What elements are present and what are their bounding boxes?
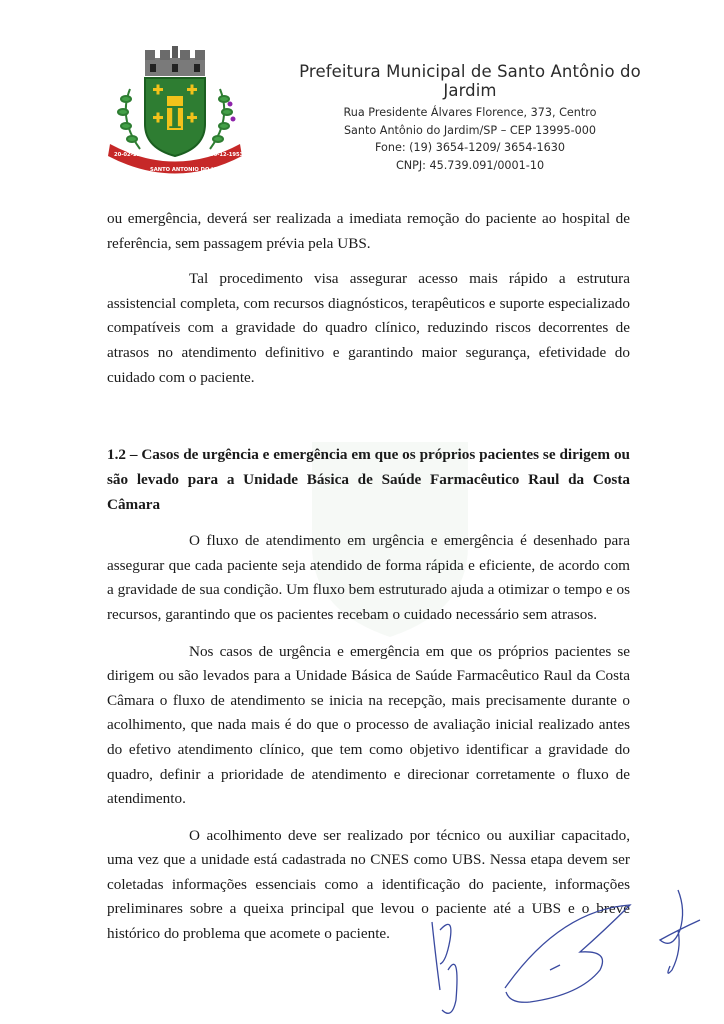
municipal-coat-of-arms xyxy=(100,44,250,184)
crown-icon xyxy=(145,46,205,76)
letterhead-city: Santo Antônio do Jardim/SP – CEP 13995-000 xyxy=(343,123,597,137)
letterhead-title: Prefeitura Municipal de Santo Antônio do Jardim xyxy=(299,62,641,100)
handwritten-signatures xyxy=(410,870,724,1020)
letterhead xyxy=(280,62,660,174)
paragraph-continuation: ou emergência, deverá ser realizada a imediata remoção do paciente ao hospital de referência, sem passagem prévia pela UBS. xyxy=(107,210,630,252)
paragraph-reception: O acolhimento deve ser realizado por técnico ou auxiliar capacitado, uma vez que a unidade está cadastrada no CNES como UBS. Nessa etapa devem ser coletadas informações essenciais como a identificação do paciente, informações preliminares sobre a queixa principal que levou o paciente até a UBS e o breve histórico do problema que acomete o paciente. xyxy=(107,826,630,943)
letterhead-phone: Fone: (19) 3654-1209/ 3654-1630 xyxy=(375,141,565,154)
document-body xyxy=(107,207,630,947)
paragraph-procedure: Tal procedimento visa assegurar acesso mais rápido a estrutura assistencial completa, com recursos diagnósticos, terapêuticos e suporte especializado compatíveis com a gravidade do quadro clínico, reduzindo riscos decorrentes de atrasos no atendimento definitivo e garantindo maior segurança, efetividade do cuidado com o paciente. xyxy=(107,270,630,386)
letterhead-address: Rua Presidente Álvares Florence, 373, Centro xyxy=(343,106,597,119)
paragraph-flow: O fluxo de atendimento em urgência e emergência é desenhado para assegurar que cada paciente seja atendido de forma rápida e eficiente, de acordo com a gravidade de sua condição. Um fluxo bem estruturado ajuda a otimizar o tempo e os recursos, garantindo que os pacientes recebam o cuidado necessário sem atrasos. xyxy=(107,532,630,623)
ribbon-city-name: SANTO ANTONIO DO JARDIM xyxy=(150,167,233,173)
letterhead-cnpj: CNPJ: 45.739.091/0001-10 xyxy=(395,158,545,172)
section-heading: 1.2 – Casos de urgência e emergência em que os próprios pacientes se dirigem ou são levado para a Unidade Básica de Saúde Farmacêutico Raul da Costa Câmara xyxy=(107,446,630,514)
paragraph-cases: Nos casos de urgência e emergência em que os próprios pacientes se dirigem ou são levados para a Unidade Básica de Saúde Farmacêutico Raul da Costa Câmara o fluxo de atendimento se inicia na recepção, mais precisamente durante o acolhimento, que nada mais é do que o processo de avaliação inicial realizado antes do efetivo atendimento clínico, que tem como objetivo identificar a gravidade do quadro, definir a prioridade de atendimento e direcionar corretamente o fluxo de atendimento. xyxy=(107,642,630,808)
ribbon-date-right: 30-12-1953 xyxy=(210,152,244,158)
crest-letter: T xyxy=(163,101,187,136)
ribbon-date-left: 20-02-1901 xyxy=(114,152,148,158)
